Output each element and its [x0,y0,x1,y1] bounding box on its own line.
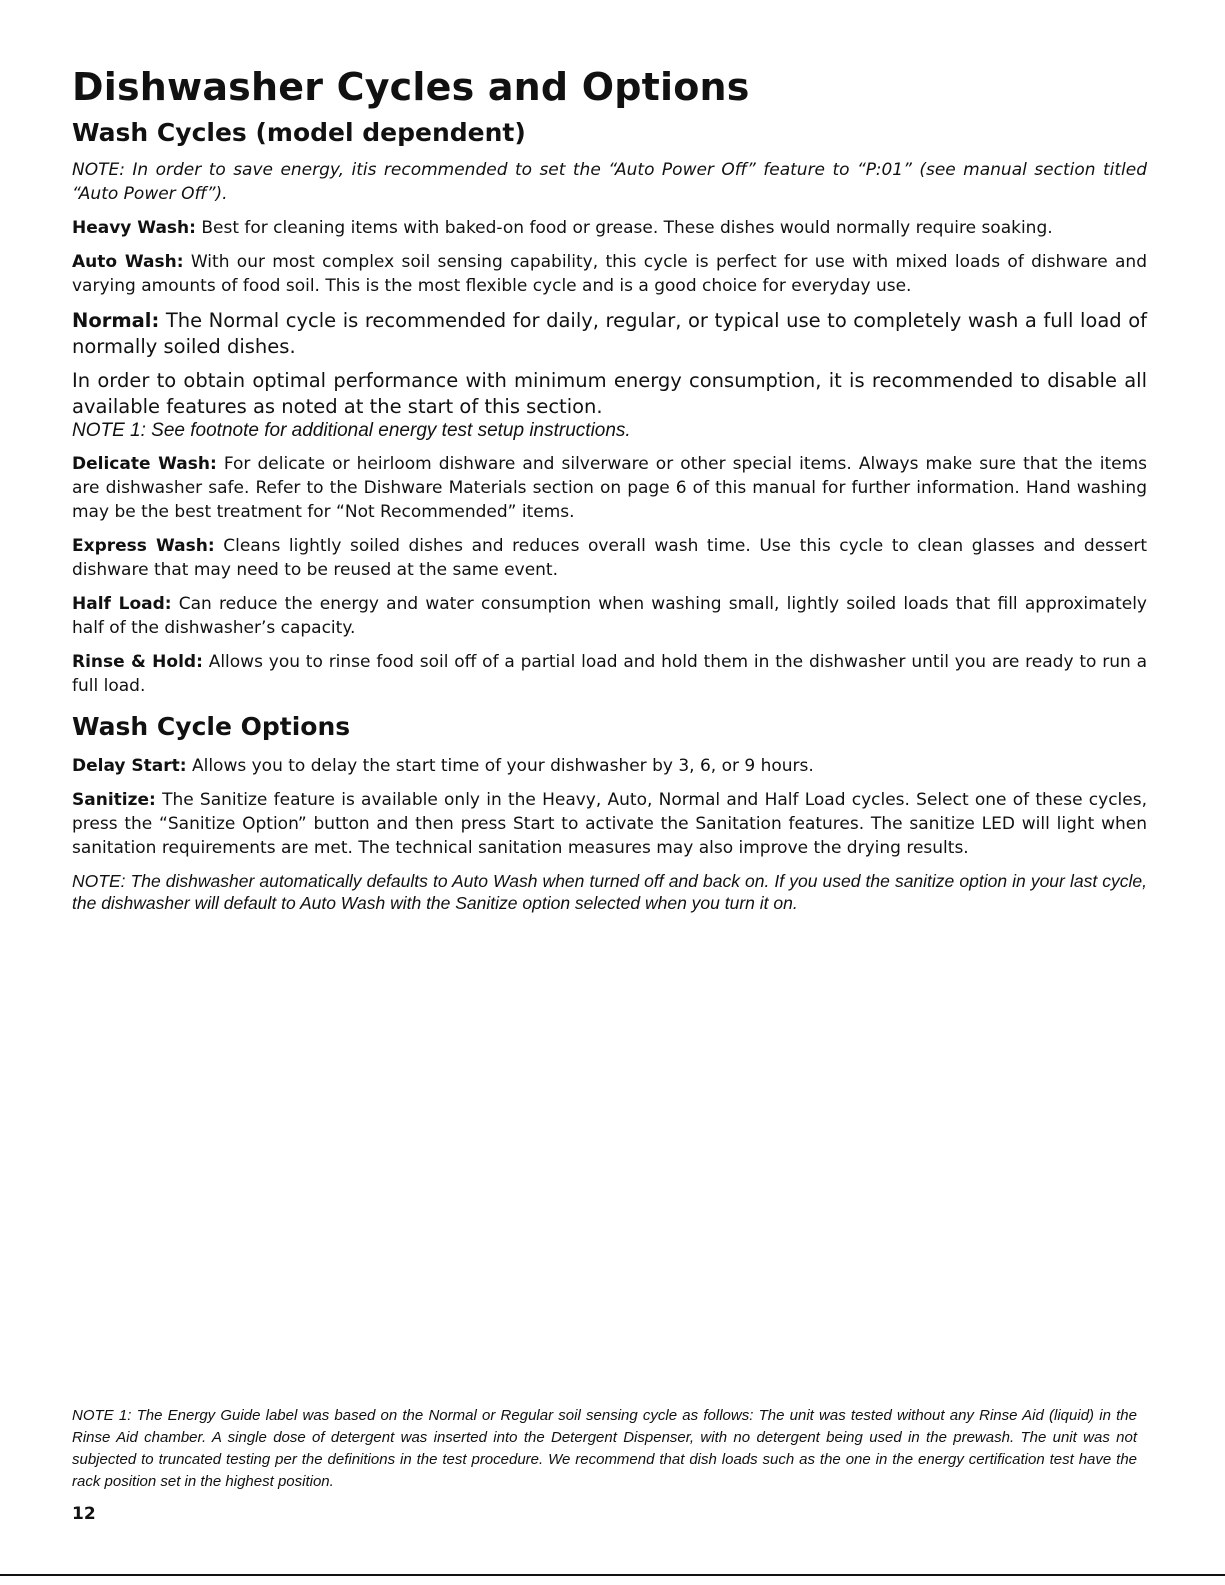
option-term: Delay Start: [72,756,187,776]
cycle-auto-wash [72,250,1147,298]
option-description: The Sanitize feature is available only in the Heavy, Auto, Normal and Half Load cycles. Select one of these cycles, press the “Sanitize Option” button and then press Start to activate the Sanitation features. The sanitize LED will light when sanitation requirements are met. The technical sanitation measures may also improve the drying results. [72,790,1147,858]
cycle-term: Delicate Wash: [72,454,217,474]
wash-cycle-options-heading: Wash Cycle Options [72,712,351,741]
sanitize-default-note: NOTE: The dishwasher automatically defaults to Auto Wash when turned off and back on. If you used the sanitize option in your last cycle, the dishwasher will default to Auto Wash with the Sanitize option selected when you turn it on. [72,871,1147,913]
option-delay-start [72,754,1147,778]
page-number: 12 [72,1504,96,1524]
option-term: Sanitize: [72,790,156,810]
energy-paragraph: In order to obtain optimal performance with minimum energy consumption, it is recommended to disable all available features as noted at the start of this section. [72,369,1147,418]
cycle-term: Auto Wash: [72,252,184,272]
page-title: Dishwasher Cycles and Options [72,65,750,109]
energy-footnote: NOTE 1: The Energy Guide label was based on the Normal or Regular soil sensing cycle as follows: The unit was tested without any Rinse Aid (liquid) in the Rinse Aid chamber. A single dose of detergent was inserted into the Detergent Dispenser, with no detergent being used in the prewash. The unit was not subjected to truncated testing per the definitions in the test procedure. We recommend that dish loads such as the one in the energy certification test have the rack position set in the highest position. [72,1407,1137,1490]
cycle-description: With our most complex soil sensing capability, this cycle is perfect for use with mixed loads of dishware and varying amounts of food soil. This is the most flexible cycle and is a good choice for everyday use. [72,252,1147,296]
cycle-term: Normal: [72,309,160,332]
cycle-express-wash [72,534,1147,582]
cycle-heavy-wash [72,216,1147,240]
wash-cycles-heading: Wash Cycles (model dependent) [72,118,526,147]
manual-page [72,62,1147,914]
cycle-term: Heavy Wash: [72,218,196,238]
cycle-half-load [72,592,1147,640]
bottom-rule [0,1574,1225,1576]
cycle-delicate-wash [72,452,1147,524]
cycle-description: Cleans lightly soiled dishes and reduces overall wash time. Use this cycle to clean glasses and dessert dishware that may need to be reused at the same event. [72,536,1147,580]
cycle-normal [72,308,1147,360]
cycle-description: Allows you to rinse food soil off of a partial load and hold them in the dishwasher until you are ready to run a full load. [72,652,1147,696]
cycle-description: Can reduce the energy and water consumption when washing small, lightly soiled loads that fill approximately half of the dishwasher’s capacity. [72,594,1147,638]
cycle-term: Half Load: [72,594,172,614]
cycle-description: The Normal cycle is recommended for daily, regular, or typical use to completely wash a full load of normally soiled dishes. [72,309,1147,358]
cycle-description: For delicate or heirloom dishware and silverware or other special items. Always make sure that the items are dishwasher safe. Refer to the Dishware Materials section on page 6 of this manual for further information. Hand washing may be the best treatment for “Not Recommended” items. [72,454,1147,522]
cycle-term: Express Wash: [72,536,215,556]
cycle-rinse-hold [72,650,1147,698]
cycle-description: Best for cleaning items with baked-on food or grease. These dishes would normally require soaking. [195,218,1053,238]
cycle-term: Rinse & Hold: [72,652,203,672]
energy-note-1: NOTE 1: See footnote for additional energy test setup instructions. [72,420,631,441]
auto-power-off-note: NOTE: In order to save energy, itis recommended to set the “Auto Power Off” feature to “P:01” (see manual section titled “Auto Power Off”). [72,160,1147,204]
option-sanitize [72,788,1147,860]
option-description: Allows you to delay the start time of your dishwasher by 3, 6, or 9 hours. [186,756,814,776]
